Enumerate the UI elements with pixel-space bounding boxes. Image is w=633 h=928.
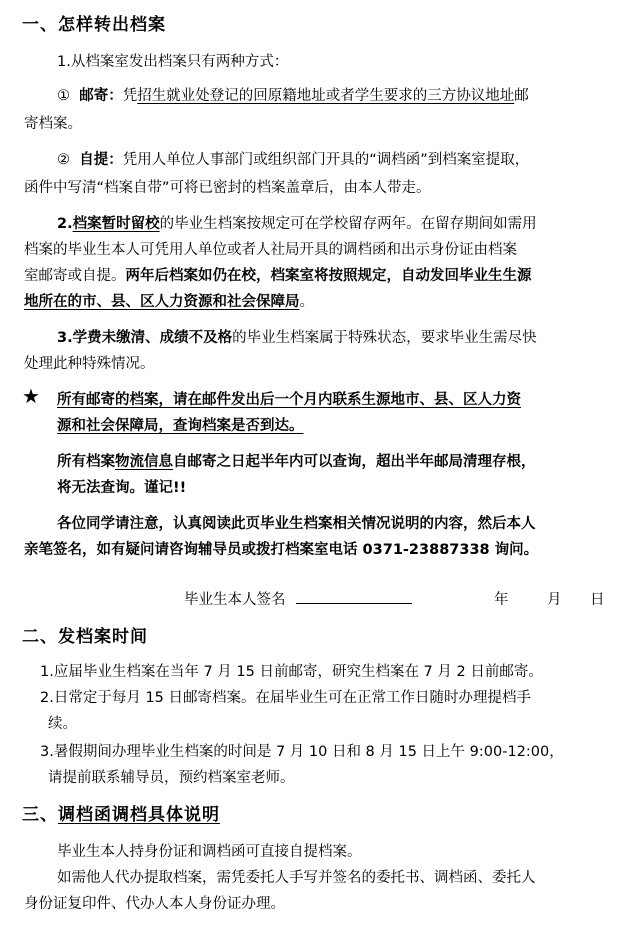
pickup-label: 自提： xyxy=(79,152,123,168)
para-2-number: 2. xyxy=(57,216,73,232)
schedule-item-2: 2.日常定于每月 15 日邮寄档案。在届毕业生可在正常工作日随时办理提档手 xyxy=(40,690,532,706)
para-2-line4-end: 。 xyxy=(299,294,314,310)
tracking-text-a: 所有档案 xyxy=(57,454,115,470)
para-2-line3a: 室邮寄或自提。 xyxy=(24,268,126,284)
para-2-line1 xyxy=(57,212,537,233)
tracking-text-c: 自邮寄之日起半年内可以查询，超出半年邮局清理存根， xyxy=(173,454,536,470)
star-icon: ★ xyxy=(22,384,40,408)
transfer-para-2-line2: 身份证复印件、代办人本人身份证办理。 xyxy=(24,896,285,912)
schedule-item-3: 3.暑假期间办理毕业生档案的时间是 7 月 10 日和 8 月 15 日上午 9:00-12:00， xyxy=(40,744,564,760)
mail-label: 邮寄： xyxy=(79,88,123,104)
tracking-text-b: 物流信息 xyxy=(115,454,173,470)
star-note-line2: 源和社会保障局，查询档案是否到达。 xyxy=(57,418,304,434)
signature-field[interactable] xyxy=(296,589,412,604)
section-3-title xyxy=(22,800,220,825)
transfer-para-1: 毕业生本人持身份证和调档函可直接自提档案。 xyxy=(57,844,362,860)
transfer-para-2: 如需他人代办提取档案，需凭委托人手写并签名的委托书、调档函、委托人 xyxy=(57,870,536,886)
section-2-title: 二、发档案时间 xyxy=(22,627,148,647)
pickup-text: 凭用人单位人事部门或组织部门开具的“调档函”到档案室提取， xyxy=(122,152,530,168)
para-2-bold: 档案暂时留校 xyxy=(72,216,160,232)
schedule-item-2-line2: 续。 xyxy=(48,716,77,732)
para-1-intro: 1.从档案室发出档案只有两种方式： xyxy=(57,54,289,70)
para-3-line1 xyxy=(57,326,537,347)
mail-method-line2: 寄档案。 xyxy=(24,116,82,132)
para-2-line4-text: 地所在的市、县、区人力资源和社会保障局 xyxy=(24,294,300,310)
schedule-item-1: 1.应届毕业生档案在当年 7 月 15 日前邮寄，研究生档案在 7 月 2 日前邮寄。 xyxy=(40,664,543,680)
notice-line2: 亲笔签名，如有疑问请咨询辅导员或拨打档案室电话 0371-23887338 询问。 xyxy=(24,542,539,558)
date-day: 日 xyxy=(590,592,605,608)
tracking-line2: 将无法查询。谨记!! xyxy=(57,480,187,496)
mail-text-a: 凭 xyxy=(122,88,138,104)
signature-label: 毕业生本人签名 xyxy=(184,592,286,608)
section-1-title: 一、怎样转出档案 xyxy=(22,15,166,35)
date-month: 月 xyxy=(547,592,562,608)
mail-text-c: 邮 xyxy=(514,88,529,104)
mail-address-text: 招生就业处登记的回原籍地址或者学生要求的三方协议地址 xyxy=(137,88,515,104)
date-year: 年 xyxy=(494,592,509,608)
para-3-text: 的毕业生档案属于特殊状态，要求毕业生需尽快 xyxy=(232,330,537,346)
pickup-method-line2: 函件中写清“档案自带”可将已密封的档案盖章后，由本人带走。 xyxy=(24,180,431,196)
mail-method-line1 xyxy=(57,84,529,105)
star-note-line1: 所有邮寄的档案，请在邮件发出后一个月内联系生源地市、县、区人力资 xyxy=(57,392,521,408)
para-3-line2: 处理此种特殊情况。 xyxy=(24,356,155,372)
para-2-line2: 档案的毕业生本人可凭用人单位或者人社局开具的调档函和出示身份证由档案 xyxy=(24,242,517,258)
para-2-line3 xyxy=(24,264,532,285)
schedule-item-3-line2: 请提前联系辅导员，预约档案室老师。 xyxy=(48,770,295,786)
section-3-number: 三、 xyxy=(22,805,58,825)
mail-number: ① xyxy=(57,88,70,104)
signature-row xyxy=(184,588,412,609)
tracking-line1 xyxy=(57,450,536,471)
pickup-method-line1 xyxy=(57,148,529,169)
para-2-line3b: 两年后档案如仍在校，档案室将按照规定，自动发回毕业生生源 xyxy=(125,268,532,284)
section-3-title-text: 调档函调档具体说明 xyxy=(58,805,220,825)
para-2-text: 的毕业生档案按规定可在学校留存两年。在留存期间如需用 xyxy=(159,216,537,232)
para-2-line4 xyxy=(24,290,314,311)
pickup-number: ② xyxy=(57,152,70,168)
notice-line1: 各位同学请注意，认真阅读此页毕业生档案相关情况说明的内容，然后本人 xyxy=(57,516,536,532)
para-3-number: 3. xyxy=(57,330,73,346)
para-3-bold: 学费未缴清、成绩不及格 xyxy=(72,330,233,346)
